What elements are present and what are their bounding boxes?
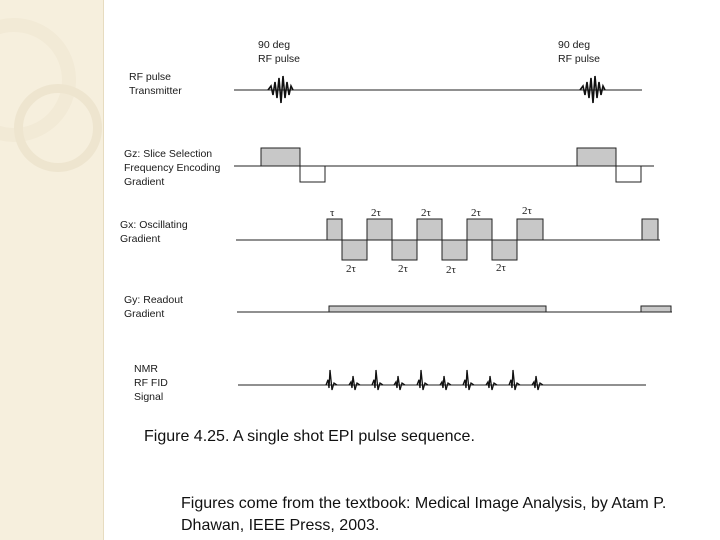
two-tau-label-top-1: 2τ — [371, 207, 381, 219]
row-label-gz-l2: Frequency Encoding — [124, 162, 221, 174]
tau-label-1: τ — [330, 207, 335, 219]
two-tau-label-bottom-1: 2τ — [346, 263, 356, 275]
nmr-echo-5 — [417, 370, 428, 390]
rf-pulse-label-right-line1: 90 deg — [558, 39, 591, 51]
figure-caption: Figure 4.25. A single shot EPI pulse sequence. — [144, 428, 475, 445]
gx-gradient-lobe — [642, 219, 658, 240]
gx-gradient-lobe — [327, 219, 342, 240]
gx-gradient-lobe — [392, 240, 417, 260]
rf-pulse-label-right-line2: RF pulse — [558, 53, 601, 65]
nmr-echo-7 — [463, 370, 474, 390]
nmr-echo-10 — [532, 376, 543, 390]
two-tau-label-bottom-4: 2τ — [496, 262, 506, 274]
gx-gradient-lobe — [492, 240, 517, 260]
nmr-echo-3 — [372, 370, 383, 390]
nmr-echo-6 — [440, 376, 451, 390]
row-label-rf — [129, 71, 182, 97]
gz-refocus-lobe — [300, 166, 325, 182]
row-label-rf-l2: Transmitter — [129, 85, 182, 97]
two-tau-label-top-3: 2τ — [471, 207, 481, 219]
row-label-gx-l1: Gx: Oscillating — [120, 219, 188, 231]
nmr-echo-9 — [509, 370, 520, 390]
two-tau-label-bottom-3: 2τ — [446, 264, 456, 276]
row-label-gy-l1: Gy: Readout — [124, 294, 183, 306]
row-label-gy-l2: Gradient — [124, 308, 165, 320]
gx-gradient-lobe — [517, 219, 543, 240]
row-label-nmr-l1: NMR — [134, 363, 158, 375]
gz-refocus-lobe — [616, 166, 641, 182]
two-tau-label-top-4: 2τ — [522, 205, 532, 217]
nmr-echo-8 — [486, 376, 497, 390]
gy-readout-lobe — [641, 306, 671, 312]
row-label-gx — [120, 219, 191, 245]
rf-pulse-label-left — [258, 39, 300, 65]
gx-gradient-lobe — [417, 219, 442, 240]
two-tau-label-top-2: 2τ — [421, 207, 431, 219]
gx-gradient-lobe — [467, 219, 492, 240]
gy-readout-lobe — [329, 306, 546, 312]
nmr-echo-train — [326, 370, 543, 390]
gx-gradient-lobe — [342, 240, 367, 260]
row-label-gz-l1: Gz: Slice Selection — [124, 148, 213, 160]
row-label-gy — [124, 294, 186, 320]
row-label-nmr — [134, 363, 171, 403]
gz-slice-select-lobe — [261, 148, 300, 166]
row-label-gz-l3: Gradient — [124, 176, 165, 188]
row-label-nmr-l2: RF FID — [134, 377, 168, 389]
gx-gradient-lobe — [367, 219, 392, 240]
two-tau-label-bottom-2: 2τ — [398, 263, 408, 275]
gz-slice-select-lobe — [577, 148, 616, 166]
nmr-echo-4 — [394, 376, 405, 390]
nmr-echo-2 — [349, 376, 360, 390]
nmr-echo-1 — [326, 370, 337, 390]
row-label-rf-l1: RF pulse — [129, 71, 172, 83]
row-label-gx-l2: Gradient — [120, 233, 161, 245]
rf-pulse-label-right — [558, 39, 600, 65]
rf-pulse-label-left-line2: RF pulse — [258, 53, 301, 65]
row-label-gz — [124, 148, 223, 188]
gx-gradient-lobe — [442, 240, 467, 260]
figure-credit: Figures come from the textbook: Medical Image Analysis, by Atam P. Dhawan, IEEE Press, 2003. — [181, 495, 667, 534]
rf-pulse-label-left-line1: 90 deg — [258, 39, 291, 51]
row-label-nmr-l3: Signal — [134, 391, 164, 403]
